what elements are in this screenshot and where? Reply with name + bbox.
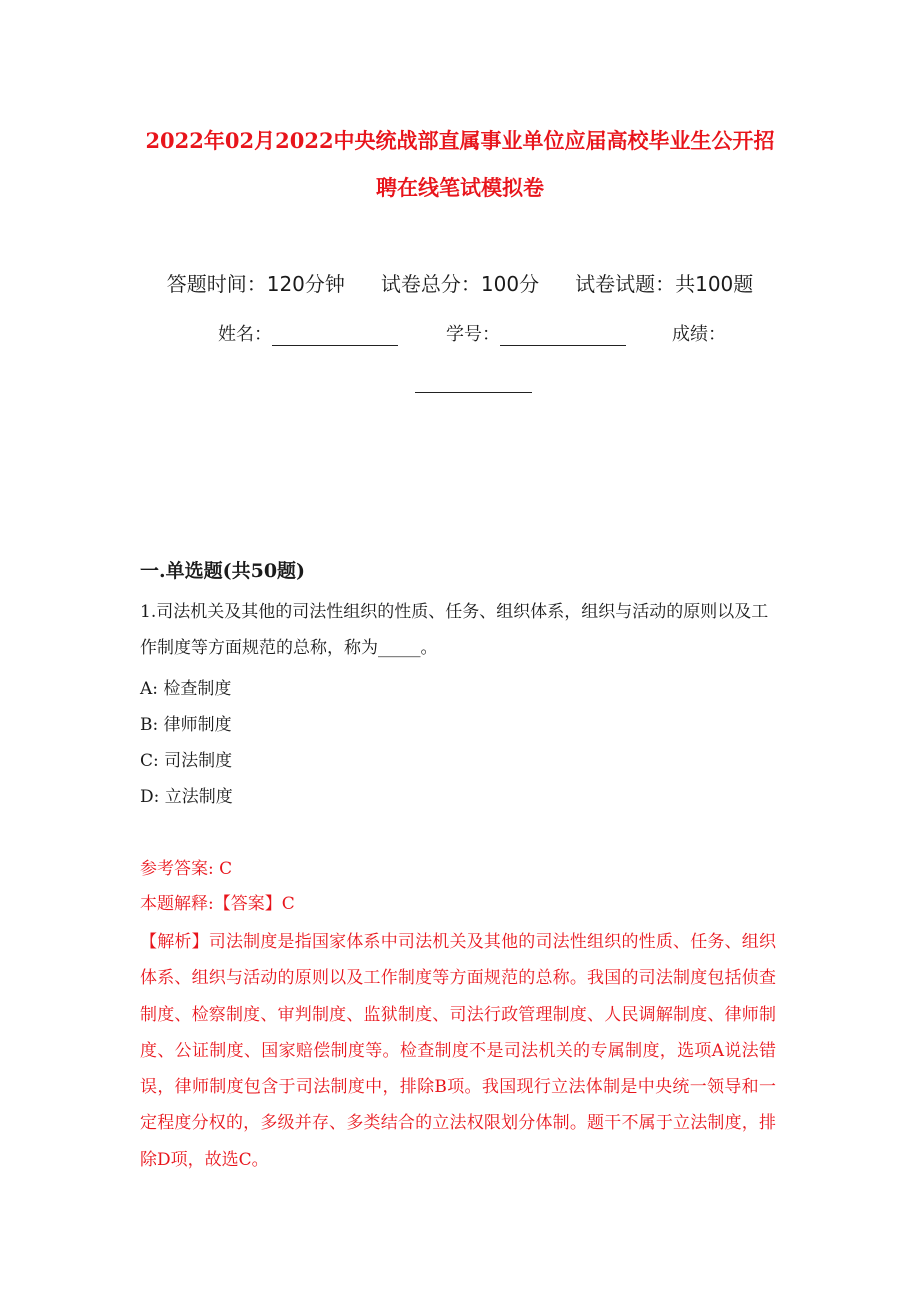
student-id-blank[interactable] [500, 327, 626, 346]
reference-answer: 参考答案: C [140, 859, 233, 879]
exam-time: 答题时间：120分钟 [166, 272, 345, 296]
question-text: 1.司法机关及其他的司法性组织的性质、任务、组织体系，组织与活动的原则以及工作制度等方面规范的总称，称为_____。 [140, 602, 769, 658]
score-blank[interactable] [415, 374, 532, 393]
score-label: 成绩： [672, 324, 726, 345]
document-title-line-2: 聘在线笔试模拟卷 [376, 175, 544, 200]
student-id-field[interactable] [446, 320, 626, 346]
option-c[interactable]: C: 司法制度 [140, 751, 233, 771]
explanation-text: 【解析】司法制度是指国家体系中司法机关及其他的司法性组织的性质、任务、组织体系、组织与活动的原则以及工作制度等方面规范的总称。我国的司法制度包括侦查制度、检察制度、审判制度、监狱制度、司法行政管理制度、人民调解制度、律师制度、公证制度、国家赔偿制度等。检查制度不是司法机关的专属制度，选项A说法错误，律师制度包含于司法制度中，排除B项。我国现行立法体制是中央统一领导和一定程度分权的，多级并存、多类结合的立法权限划分体制。题干不属于立法制度，排除D项，故选C。 [140, 932, 776, 1170]
score-blank-wrap[interactable] [415, 372, 532, 393]
score-field [672, 320, 726, 346]
exam-question-count: 试卷试题：共100题 [575, 272, 754, 296]
option-a[interactable]: A: 检查制度 [140, 679, 232, 699]
name-field[interactable] [218, 320, 398, 346]
option-b[interactable]: B: 律师制度 [140, 715, 232, 735]
exam-info [0, 268, 920, 297]
student-id-label: 学号： [446, 324, 500, 345]
name-blank[interactable] [272, 327, 398, 346]
name-label: 姓名： [218, 324, 272, 345]
section-heading: 一.单选题(共50题) [140, 560, 306, 582]
document-title-line-1: 2022年02月2022中央统战部直属事业单位应届高校毕业生公开招 [145, 128, 775, 153]
explanation-answer: 本题解释:【答案】C [140, 894, 295, 914]
exam-total-score: 试卷总分：100分 [380, 272, 540, 296]
option-d[interactable]: D: 立法制度 [140, 787, 233, 807]
